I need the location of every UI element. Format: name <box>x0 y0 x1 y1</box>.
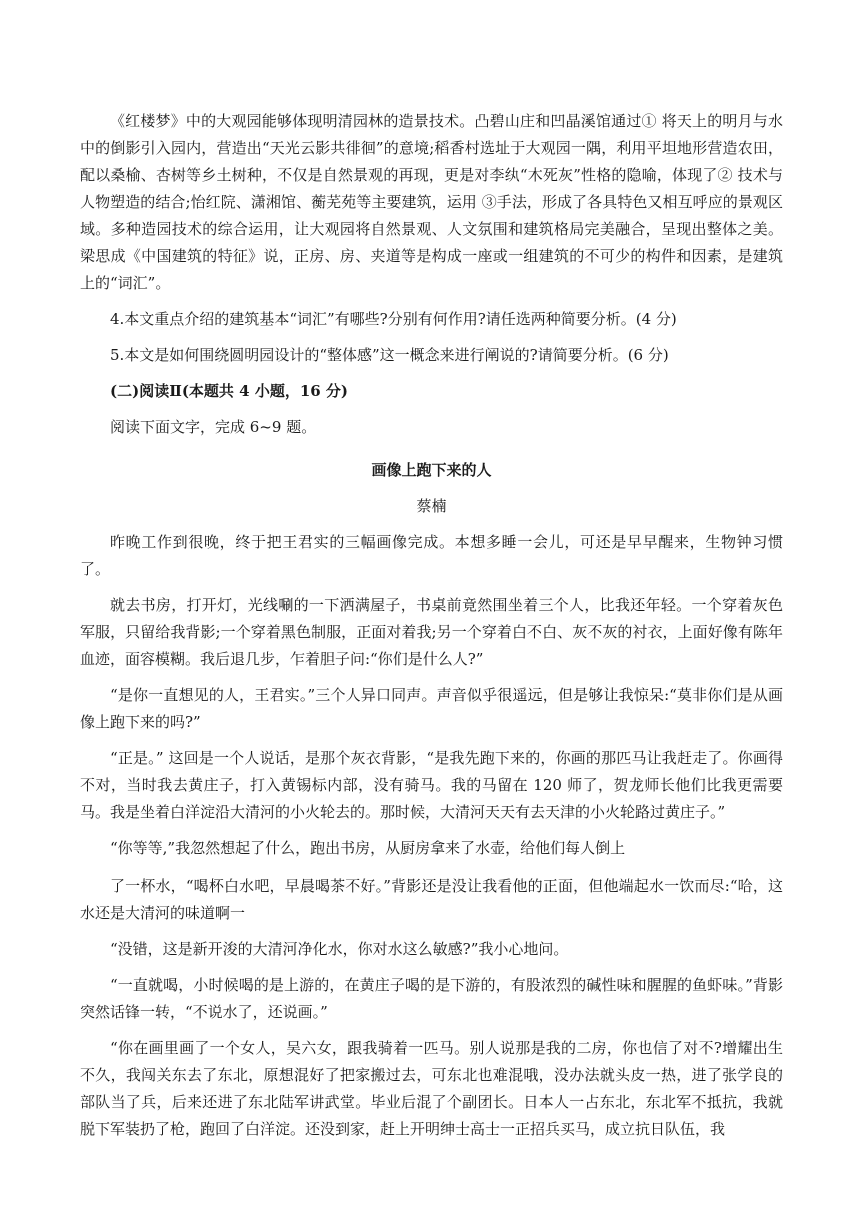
question-5: 5.本文是如何围绕圆明园设计的“整体感”这一概念来进行阐说的?请简要分析。(6 分) <box>110 346 669 364</box>
story-author: 蔡楠 <box>416 497 447 515</box>
section-instruction: 阅读下面文字，完成 6~9 题。 <box>110 418 317 436</box>
story-title: 画像上跑下来的人 <box>371 461 492 479</box>
story-paragraph: “没错，这是新开浚的大清河净化水，你对水这么敏感?”我小心地问。 <box>110 940 569 958</box>
section-heading: (二)阅读Ⅱ(本题共 4 小题，16 分) <box>110 382 349 400</box>
passage-paragraph: 《红楼梦》中的大观园能够体现明清园林的造景技术。凸碧山庄和凹晶溪馆通过① 将天上的明月与水中的倒影引入园内，营造出“天光云影共徘徊”的意境;稻香村选址于大观园一隅，利用平坦地形营造农田，配以桑榆、杏树等乡土树种，不仅是自然景观的再现，更是对李纨“木死灰”性格的隐喻，体现了② 技术与人物塑造的结合;怡红院、潇湘馆、蘅芜苑等主要建筑，运用 ③手法，形成了各具特色又相互呼应的景观区域。多种造园技术的综合运用，让大观园将自然景观、人文氛围和建筑格局完美融合，呈现出整体之美。梁思成《中国建筑的特征》说，正房、房、夹道等是构成一座或一组建筑的不可少的构件和因素，是建筑上的“词汇”。 <box>80 112 783 292</box>
question-4: 4.本文重点介绍的建筑基本“词汇”有哪些?分别有何作用?请任选两种简要分析。(4 分) <box>110 310 677 328</box>
document-page <box>80 108 783 1143</box>
story-paragraph: 昨晚工作到很晚，终于把王君实的三幅画像完成。本想多睡一会儿，可还是早早醒来，生物钟习惯了。 <box>80 533 783 578</box>
story-paragraph-continuation: 了一杯水，“喝杯白水吧，早晨喝茶不好。”背影还是没让我看他的正面，但他端起水一饮而尽:“哈，这水还是大清河的味道啊一 <box>80 877 783 922</box>
story-paragraph: “你在画里画了一个女人，吴六女，跟我骑着一匹马。别人说那是我的二房，你也信了对不?增耀出生不久，我闯关东去了东北，原想混好了把家搬过去，可东北也难混哦，没办法就头皮一热，进了张学良的部队当了兵，后来还进了东北陆军讲武堂。毕业后混了个副团长。日本人一占东北，东北军不抵抗，我就脱下军装扔了枪，跑回了白洋淀。还没到家，赶上开明绅士高士一正招兵买马，成立抗日队伍，我 <box>80 1039 783 1138</box>
story-paragraph: “一直就喝，小时候喝的是上游的，在黄庄子喝的是下游的，有股浓烈的碱性味和腥腥的鱼虾味。”背影突然话锋一转，“不说水了，还说画。” <box>80 976 783 1021</box>
story-paragraph: “是你一直想见的人，王君实。”三个人异口同声。声音似乎很遥远，但是够让我惊呆:“莫非你们是从画像上跑下来的吗?” <box>80 686 783 731</box>
story-paragraph: 就去书房，打开灯，光线唰的一下洒满屋子，书桌前竟然围坐着三个人，比我还年轻。一个穿着灰色军服，只留给我背影;一个穿着黑色制服，正面对着我;另一个穿着白不白、灰不灰的衬衣，上面好像有陈年血迹，面容模糊。我后退几步，乍着胆子问:“你们是什么人?” <box>80 596 783 668</box>
story-paragraph: “正是。” 这回是一个人说话，是那个灰衣背影，“是我先跑下来的，你画的那匹马让我赶走了。你画得不对，当时我去黄庄子，打入黄锡标内部，没有骑马。我的马留在 120 师了，贺龙师长他们比我更需要马。我是坐着白洋淀沿大清河的小火轮去的。那时候，大清河天天有去天津的小火轮路过黄庄子。” <box>80 749 783 821</box>
story-paragraph: “你等等,”我忽然想起了什么，跑出书房，从厨房拿来了水壶，给他们每人倒上 <box>110 839 626 857</box>
